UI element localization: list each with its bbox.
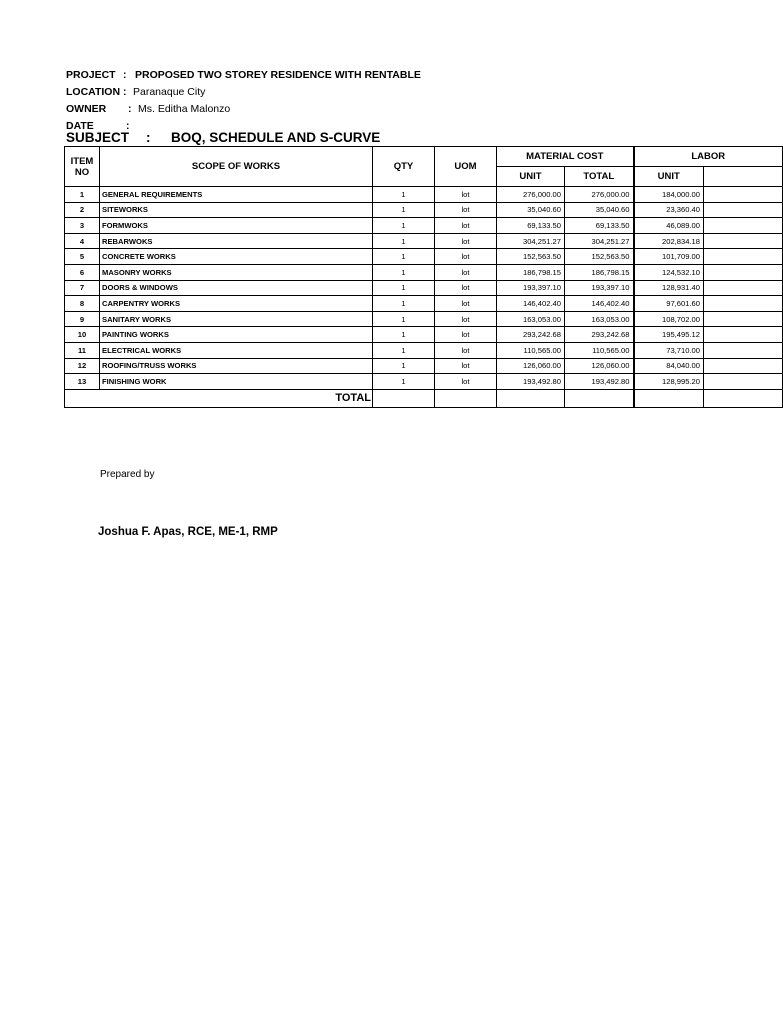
- project-row: [66, 66, 421, 83]
- total-labor-unit-cell: [634, 389, 704, 407]
- uom-cell: lot: [435, 187, 497, 203]
- labor-total-cell: [704, 327, 783, 343]
- material-total-cell: 276,000.00: [565, 187, 634, 203]
- uom-cell: lot: [435, 233, 497, 249]
- qty-cell: 1: [373, 374, 435, 390]
- material-unit-cell: 193,397.10: [497, 280, 565, 296]
- scope-cell: REBARWOKS: [100, 233, 373, 249]
- uom-cell: lot: [435, 218, 497, 234]
- uom-cell: lot: [435, 296, 497, 312]
- col-qty: QTY: [373, 147, 435, 187]
- owner-colon: :: [128, 102, 132, 115]
- qty-cell: 1: [373, 280, 435, 296]
- table-row: [65, 327, 783, 343]
- labor-total-cell: [704, 218, 783, 234]
- total-material-total-cell: [565, 389, 634, 407]
- qty-cell: 1: [373, 187, 435, 203]
- material-total-cell: 186,798.15: [565, 264, 634, 280]
- material-total-cell: 293,242.68: [565, 327, 634, 343]
- qty-cell: 1: [373, 311, 435, 327]
- item-no: 10: [65, 327, 100, 343]
- labor-total-cell: [704, 249, 783, 265]
- owner-label: OWNER: [66, 102, 107, 115]
- uom-cell: lot: [435, 202, 497, 218]
- item-no: 4: [65, 233, 100, 249]
- table-row: [65, 264, 783, 280]
- qty-cell: 1: [373, 342, 435, 358]
- col-material-unit: UNIT: [497, 167, 565, 187]
- item-no: 2: [65, 202, 100, 218]
- total-row: [65, 389, 783, 407]
- owner-value: Ms. Editha Malonzo: [138, 102, 231, 115]
- scope-cell: GENERAL REQUIREMENTS: [100, 187, 373, 203]
- material-unit-cell: 163,053.00: [497, 311, 565, 327]
- scope-cell: CARPENTRY WORKS: [100, 296, 373, 312]
- labor-total-cell: [704, 374, 783, 390]
- table-row: [65, 280, 783, 296]
- labor-unit-cell: 23,360.40: [634, 202, 704, 218]
- project-header: [66, 66, 421, 134]
- project-colon: :: [123, 68, 127, 81]
- boq-table-viewport: [64, 146, 726, 410]
- table-row: [65, 296, 783, 312]
- location-row: [66, 83, 421, 100]
- scope-cell: MASONRY WORKS: [100, 264, 373, 280]
- col-labor: LABOR: [634, 147, 783, 167]
- uom-cell: lot: [435, 358, 497, 374]
- uom-cell: lot: [435, 249, 497, 265]
- col-labor-total: [704, 167, 783, 187]
- table-row: [65, 218, 783, 234]
- location-colon: :: [123, 85, 127, 98]
- item-no: 6: [65, 264, 100, 280]
- subject-label: SUBJECT: [66, 129, 130, 145]
- project-value: PROPOSED TWO STOREY RESIDENCE WITH RENTABLE: [135, 68, 421, 81]
- item-no: 1: [65, 187, 100, 203]
- project-label: PROJECT: [66, 68, 116, 81]
- labor-unit-cell: 124,532.10: [634, 264, 704, 280]
- material-total-cell: 69,133.50: [565, 218, 634, 234]
- scope-cell: FORMWOKS: [100, 218, 373, 234]
- uom-cell: lot: [435, 342, 497, 358]
- material-unit-cell: 152,563.50: [497, 249, 565, 265]
- item-no: 11: [65, 342, 100, 358]
- col-material-total: TOTAL: [565, 167, 634, 187]
- scope-cell: CONCRETE WORKS: [100, 249, 373, 265]
- subject-line: [66, 127, 380, 147]
- scope-cell: PAINTING WORKS: [100, 327, 373, 343]
- scope-cell: ROOFING/TRUSS WORKS: [100, 358, 373, 374]
- material-unit-cell: 110,565.00: [497, 342, 565, 358]
- prepared-by-label: Prepared by: [100, 469, 155, 480]
- labor-total-cell: [704, 358, 783, 374]
- scope-cell: DOORS & WINDOWS: [100, 280, 373, 296]
- labor-total-cell: [704, 342, 783, 358]
- table-row: [65, 202, 783, 218]
- date-colon: :: [126, 119, 130, 132]
- scope-cell: SANITARY WORKS: [100, 311, 373, 327]
- material-unit-cell: 193,492.80: [497, 374, 565, 390]
- labor-unit-cell: 73,710.00: [634, 342, 704, 358]
- qty-cell: 1: [373, 327, 435, 343]
- uom-cell: lot: [435, 311, 497, 327]
- material-total-cell: 35,040.60: [565, 202, 634, 218]
- col-scope-of-works: SCOPE OF WORKS: [100, 147, 373, 187]
- date-label: DATE: [66, 119, 94, 132]
- uom-cell: lot: [435, 280, 497, 296]
- item-no: 3: [65, 218, 100, 234]
- labor-unit-cell: 128,931.40: [634, 280, 704, 296]
- table-row: [65, 187, 783, 203]
- scope-cell: SITEWORKS: [100, 202, 373, 218]
- qty-cell: 1: [373, 264, 435, 280]
- total-labor-total-cell: [704, 389, 783, 407]
- location-label: LOCATION: [66, 85, 121, 98]
- material-total-cell: 146,402.40: [565, 296, 634, 312]
- owner-row: [66, 100, 421, 117]
- material-unit-cell: 304,251.27: [497, 233, 565, 249]
- labor-unit-cell: 195,495.12: [634, 327, 704, 343]
- subject-colon: :: [146, 129, 151, 145]
- labor-unit-cell: 202,834.18: [634, 233, 704, 249]
- col-item-no: ITEM NO: [65, 147, 100, 187]
- qty-cell: 1: [373, 249, 435, 265]
- labor-unit-cell: 184,000.00: [634, 187, 704, 203]
- table-row: [65, 249, 783, 265]
- labor-total-cell: [704, 264, 783, 280]
- uom-cell: lot: [435, 327, 497, 343]
- labor-unit-cell: 101,709.00: [634, 249, 704, 265]
- labor-unit-cell: 84,040.00: [634, 358, 704, 374]
- material-unit-cell: 293,242.68: [497, 327, 565, 343]
- qty-cell: 1: [373, 296, 435, 312]
- item-no: 5: [65, 249, 100, 265]
- material-total-cell: 304,251.27: [565, 233, 634, 249]
- location-value: Paranaque City: [133, 85, 206, 98]
- uom-cell: lot: [435, 374, 497, 390]
- table-row: [65, 358, 783, 374]
- material-total-cell: 152,563.50: [565, 249, 634, 265]
- item-no: 12: [65, 358, 100, 374]
- signer-name: Joshua F. Apas, RCE, ME-1, RMP: [98, 526, 278, 538]
- labor-unit-cell: 97,601.60: [634, 296, 704, 312]
- col-labor-unit: UNIT: [634, 167, 704, 187]
- total-label: TOTAL: [65, 389, 373, 407]
- labor-total-cell: [704, 280, 783, 296]
- qty-cell: 1: [373, 233, 435, 249]
- total-uom-cell: [435, 389, 497, 407]
- item-no: 9: [65, 311, 100, 327]
- total-qty-cell: [373, 389, 435, 407]
- scope-cell: ELECTRICAL WORKS: [100, 342, 373, 358]
- labor-total-cell: [704, 296, 783, 312]
- scope-cell: FINISHING WORK: [100, 374, 373, 390]
- labor-total-cell: [704, 233, 783, 249]
- labor-unit-cell: 108,702.00: [634, 311, 704, 327]
- material-total-cell: 193,492.80: [565, 374, 634, 390]
- labor-total-cell: [704, 187, 783, 203]
- qty-cell: 1: [373, 202, 435, 218]
- item-no: 13: [65, 374, 100, 390]
- material-total-cell: 163,053.00: [565, 311, 634, 327]
- table-row: [65, 342, 783, 358]
- material-unit-cell: 146,402.40: [497, 296, 565, 312]
- material-total-cell: 193,397.10: [565, 280, 634, 296]
- boq-table: [64, 146, 783, 408]
- material-total-cell: 110,565.00: [565, 342, 634, 358]
- material-unit-cell: 126,060.00: [497, 358, 565, 374]
- material-unit-cell: 276,000.00: [497, 187, 565, 203]
- labor-total-cell: [704, 202, 783, 218]
- material-unit-cell: 186,798.15: [497, 264, 565, 280]
- material-unit-cell: 35,040.60: [497, 202, 565, 218]
- labor-total-cell: [704, 311, 783, 327]
- uom-cell: lot: [435, 264, 497, 280]
- subject-value: BOQ, SCHEDULE AND S-CURVE: [171, 129, 381, 145]
- labor-unit-cell: 46,089.00: [634, 218, 704, 234]
- table-row: [65, 311, 783, 327]
- table-row: [65, 374, 783, 390]
- total-material-unit-cell: [497, 389, 565, 407]
- col-material-cost: MATERIAL COST: [497, 147, 634, 167]
- table-row: [65, 233, 783, 249]
- qty-cell: 1: [373, 218, 435, 234]
- material-unit-cell: 69,133.50: [497, 218, 565, 234]
- qty-cell: 1: [373, 358, 435, 374]
- col-uom: UOM: [435, 147, 497, 187]
- item-no: 7: [65, 280, 100, 296]
- labor-unit-cell: 128,995.20: [634, 374, 704, 390]
- item-no: 8: [65, 296, 100, 312]
- material-total-cell: 126,060.00: [565, 358, 634, 374]
